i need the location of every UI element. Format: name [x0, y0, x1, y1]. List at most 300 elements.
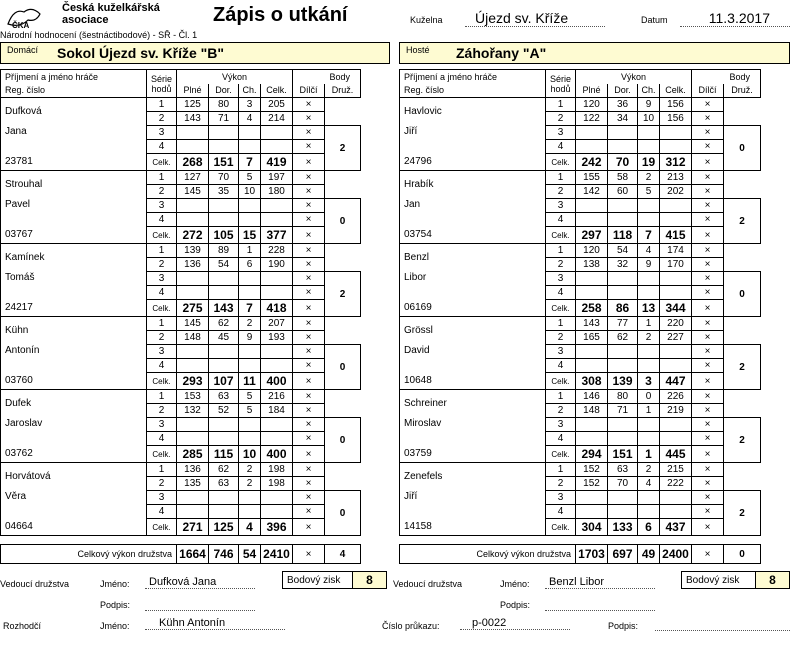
- partial-cross: ×: [293, 477, 325, 491]
- series-value[interactable]: [608, 199, 638, 213]
- series-value[interactable]: [608, 491, 638, 505]
- series-row: [1, 317, 361, 331]
- series-value[interactable]: 6: [239, 258, 261, 272]
- series-number: 3: [546, 199, 576, 213]
- series-value[interactable]: [261, 491, 293, 505]
- series-row: [400, 244, 761, 258]
- team-pts-spacer: [325, 244, 361, 272]
- series-value[interactable]: 153: [177, 390, 209, 404]
- series-value[interactable]: [177, 345, 209, 359]
- series-value[interactable]: 226: [660, 390, 692, 404]
- series-value[interactable]: 214: [261, 112, 293, 126]
- series-value[interactable]: 2: [638, 171, 660, 185]
- player-surname: Kamínek: [1, 244, 147, 272]
- player-reg-number: 24796: [400, 154, 546, 171]
- home-score-label: Bodový zisk: [287, 574, 341, 586]
- partial-cross: ×: [293, 463, 325, 477]
- series-value[interactable]: 2: [239, 477, 261, 491]
- series-value[interactable]: [239, 140, 261, 154]
- series-value[interactable]: 70: [608, 477, 638, 491]
- series-number: 3: [546, 126, 576, 140]
- series-value[interactable]: [576, 286, 608, 300]
- series-value[interactable]: 10: [638, 112, 660, 126]
- series-value[interactable]: [660, 126, 692, 140]
- series-value[interactable]: 152: [576, 477, 608, 491]
- series-value[interactable]: [608, 213, 638, 227]
- series-value[interactable]: 219: [660, 404, 692, 418]
- series-value[interactable]: 127: [177, 171, 209, 185]
- series-value[interactable]: 228: [261, 244, 293, 258]
- series-number: 1: [147, 244, 177, 258]
- sum-value: 143: [209, 300, 239, 317]
- series-value[interactable]: [177, 505, 209, 519]
- series-value[interactable]: [177, 272, 209, 286]
- series-value[interactable]: [239, 359, 261, 373]
- series-value[interactable]: [209, 140, 239, 154]
- series-value[interactable]: 60: [608, 185, 638, 199]
- series-value[interactable]: [177, 359, 209, 373]
- series-value[interactable]: 1: [638, 404, 660, 418]
- series-header: Série hodů: [546, 70, 576, 98]
- series-value[interactable]: 4: [239, 112, 261, 126]
- series-value[interactable]: 145: [177, 185, 209, 199]
- sum-value: 86: [608, 300, 638, 317]
- series-value[interactable]: 143: [177, 112, 209, 126]
- sum-value: 151: [608, 446, 638, 463]
- series-value[interactable]: 120: [576, 98, 608, 112]
- series-value[interactable]: [239, 432, 261, 446]
- cka-logo: [6, 4, 46, 30]
- series-value[interactable]: [209, 345, 239, 359]
- series-value[interactable]: 174: [660, 244, 692, 258]
- series-value[interactable]: [177, 432, 209, 446]
- sum-value: 437: [660, 519, 692, 536]
- partial-cross: ×: [293, 112, 325, 126]
- venue-value: Újezd sv. Kříže: [465, 10, 605, 27]
- partial-cross: ×: [293, 404, 325, 418]
- series-value[interactable]: [239, 345, 261, 359]
- guest-captain-label: Vedoucí družstva: [393, 579, 463, 589]
- series-value[interactable]: 10: [239, 185, 261, 199]
- series-value[interactable]: [209, 359, 239, 373]
- series-value[interactable]: 32: [608, 258, 638, 272]
- series-value[interactable]: 1: [638, 317, 660, 331]
- series-value[interactable]: [576, 126, 608, 140]
- series-value[interactable]: [239, 491, 261, 505]
- series-value[interactable]: [261, 432, 293, 446]
- series-value[interactable]: [638, 272, 660, 286]
- series-number: 3: [546, 418, 576, 432]
- sum-label: Celk.: [546, 300, 576, 317]
- series-number: 2: [546, 331, 576, 345]
- series-number: 1: [546, 98, 576, 112]
- series-value[interactable]: 54: [209, 258, 239, 272]
- series-value[interactable]: [608, 272, 638, 286]
- series-value[interactable]: [608, 345, 638, 359]
- series-value[interactable]: 222: [660, 477, 692, 491]
- series-value[interactable]: 215: [660, 463, 692, 477]
- sum-value: 115: [209, 446, 239, 463]
- series-value[interactable]: [638, 199, 660, 213]
- team-total-value: 2410: [261, 545, 293, 564]
- team-pts-spacer: [325, 171, 361, 199]
- series-value[interactable]: [608, 505, 638, 519]
- series-value[interactable]: 45: [209, 331, 239, 345]
- series-value[interactable]: 4: [638, 244, 660, 258]
- series-value[interactable]: [209, 286, 239, 300]
- sum-value: 400: [261, 373, 293, 390]
- partial-cross: ×: [293, 359, 325, 373]
- series-value[interactable]: 62: [209, 463, 239, 477]
- partial-cross: ×: [692, 418, 724, 432]
- player-reg-number: 03767: [1, 227, 147, 244]
- guest-team-name: Záhořany "A": [456, 45, 547, 61]
- series-value[interactable]: 165: [576, 331, 608, 345]
- series-value[interactable]: 132: [177, 404, 209, 418]
- series-value[interactable]: 3: [239, 98, 261, 112]
- series-value[interactable]: [239, 199, 261, 213]
- home-signature-field[interactable]: [145, 597, 255, 611]
- series-number: 2: [546, 112, 576, 126]
- series-value[interactable]: 148: [177, 331, 209, 345]
- series-value[interactable]: [209, 505, 239, 519]
- series-value[interactable]: [638, 418, 660, 432]
- series-value[interactable]: [261, 345, 293, 359]
- series-value[interactable]: 227: [660, 331, 692, 345]
- partial-cross: ×: [692, 98, 724, 112]
- series-value[interactable]: 152: [576, 463, 608, 477]
- series-value[interactable]: [576, 432, 608, 446]
- partial-cross: ×: [293, 432, 325, 446]
- series-value[interactable]: [177, 286, 209, 300]
- series-value[interactable]: [638, 126, 660, 140]
- series-value[interactable]: [261, 286, 293, 300]
- series-value[interactable]: [576, 418, 608, 432]
- date-value: 11.3.2017: [680, 10, 790, 27]
- series-value[interactable]: [239, 418, 261, 432]
- series-value[interactable]: [660, 199, 692, 213]
- series-value[interactable]: [576, 199, 608, 213]
- series-value[interactable]: [660, 286, 692, 300]
- series-value[interactable]: 2: [239, 317, 261, 331]
- partial-cross: ×: [692, 491, 724, 505]
- sum-label: Celk.: [546, 154, 576, 171]
- series-value[interactable]: [660, 418, 692, 432]
- player-col-header: Příjmení a jméno hráče: [400, 70, 546, 84]
- referee-signature-field[interactable]: [655, 617, 790, 631]
- series-number: 4: [147, 213, 177, 227]
- series-value[interactable]: 62: [608, 331, 638, 345]
- series-value[interactable]: 63: [209, 477, 239, 491]
- series-number: 1: [147, 390, 177, 404]
- series-value[interactable]: 198: [261, 463, 293, 477]
- series-value[interactable]: [638, 491, 660, 505]
- series-value[interactable]: 156: [660, 112, 692, 126]
- series-value[interactable]: 35: [209, 185, 239, 199]
- sum-label: Celk.: [147, 154, 177, 171]
- guest-signature-field[interactable]: [545, 597, 655, 611]
- series-value[interactable]: [638, 345, 660, 359]
- series-value[interactable]: 190: [261, 258, 293, 272]
- series-value[interactable]: [239, 272, 261, 286]
- series-value[interactable]: 136: [177, 258, 209, 272]
- player-col-header: Příjmení a jméno hráče: [1, 70, 147, 84]
- series-value[interactable]: 52: [209, 404, 239, 418]
- series-value[interactable]: 5: [239, 404, 261, 418]
- series-value[interactable]: [576, 491, 608, 505]
- series-value[interactable]: 145: [177, 317, 209, 331]
- partial-cross: ×: [293, 258, 325, 272]
- team-total-value: 1664: [177, 545, 209, 564]
- sum-value: 308: [576, 373, 608, 390]
- sum-value: 344: [660, 300, 692, 317]
- referee-label: Rozhodčí: [3, 621, 42, 631]
- series-value[interactable]: [177, 199, 209, 213]
- series-value[interactable]: 216: [261, 390, 293, 404]
- series-number: 1: [546, 390, 576, 404]
- series-value[interactable]: 205: [261, 98, 293, 112]
- series-value[interactable]: [660, 359, 692, 373]
- series-value[interactable]: 9: [638, 258, 660, 272]
- series-value[interactable]: [177, 126, 209, 140]
- series-value[interactable]: [660, 213, 692, 227]
- team-total-label: Celkový výkon družstva: [400, 545, 576, 564]
- series-value[interactable]: 143: [576, 317, 608, 331]
- sum-value: 118: [608, 227, 638, 244]
- series-value[interactable]: [261, 272, 293, 286]
- series-number: 1: [147, 317, 177, 331]
- series-value[interactable]: [177, 418, 209, 432]
- series-value[interactable]: 142: [576, 185, 608, 199]
- series-value[interactable]: [209, 126, 239, 140]
- player-team-points: 0: [325, 491, 361, 536]
- series-row: [400, 317, 761, 331]
- partial-cross: ×: [692, 244, 724, 258]
- series-value[interactable]: 193: [261, 331, 293, 345]
- series-value[interactable]: 9: [638, 98, 660, 112]
- series-value[interactable]: 80: [608, 390, 638, 404]
- series-value[interactable]: [608, 359, 638, 373]
- partial-cross: ×: [293, 199, 325, 213]
- sum-value: 268: [177, 154, 209, 171]
- team-total-value: 1703: [576, 545, 608, 564]
- partial-cross: ×: [293, 272, 325, 286]
- partial-cross: ×: [293, 213, 325, 227]
- series-value[interactable]: 80: [209, 98, 239, 112]
- series-value[interactable]: [638, 140, 660, 154]
- points-header: Body: [293, 70, 361, 84]
- player-team-points: 0: [724, 126, 761, 171]
- player-sum-row: [400, 373, 761, 390]
- team-pts-spacer: [724, 463, 761, 491]
- series-value[interactable]: 4: [638, 477, 660, 491]
- series-value[interactable]: 71: [209, 112, 239, 126]
- series-value[interactable]: 125: [177, 98, 209, 112]
- sum-value: 293: [177, 373, 209, 390]
- series-value[interactable]: [209, 418, 239, 432]
- series-value[interactable]: 2: [638, 463, 660, 477]
- partial-cross: ×: [293, 390, 325, 404]
- series-value[interactable]: [239, 505, 261, 519]
- series-value[interactable]: 148: [576, 404, 608, 418]
- player-surname: Schreiner: [400, 390, 546, 418]
- series-value[interactable]: [608, 140, 638, 154]
- home-score-table: [0, 69, 361, 564]
- series-value[interactable]: [261, 213, 293, 227]
- series-row: [1, 244, 361, 258]
- sum-value: 139: [608, 373, 638, 390]
- series-value[interactable]: [239, 286, 261, 300]
- referee-name: Kühn Antonín: [145, 617, 285, 630]
- player-sum-row: [1, 154, 361, 171]
- series-value[interactable]: [638, 432, 660, 446]
- series-value[interactable]: 9: [239, 331, 261, 345]
- series-value[interactable]: 70: [209, 171, 239, 185]
- series-value[interactable]: [209, 432, 239, 446]
- player-sum-row: [1, 519, 361, 536]
- series-value[interactable]: [177, 213, 209, 227]
- series-value[interactable]: [261, 418, 293, 432]
- series-value[interactable]: 5: [239, 171, 261, 185]
- series-value[interactable]: 202: [660, 185, 692, 199]
- series-value[interactable]: 71: [608, 404, 638, 418]
- home-team-total: [0, 544, 361, 564]
- series-value[interactable]: [576, 272, 608, 286]
- sum-value: 107: [209, 373, 239, 390]
- series-value[interactable]: [576, 345, 608, 359]
- home-sign-label: Podpis:: [100, 600, 131, 610]
- series-value[interactable]: [660, 432, 692, 446]
- series-value[interactable]: [209, 199, 239, 213]
- series-value[interactable]: 1: [239, 244, 261, 258]
- logo-text: ČKA: [12, 21, 30, 30]
- player-team-points: 0: [325, 345, 361, 390]
- full-col-header: Plné: [177, 84, 209, 98]
- player-surname: Dufek: [1, 390, 147, 418]
- series-value[interactable]: 54: [608, 244, 638, 258]
- series-number: 4: [546, 505, 576, 519]
- series-value[interactable]: 77: [608, 317, 638, 331]
- series-value[interactable]: 197: [261, 171, 293, 185]
- series-value[interactable]: [576, 213, 608, 227]
- partial-cross: ×: [293, 317, 325, 331]
- series-row: [400, 272, 761, 286]
- series-value[interactable]: 139: [177, 244, 209, 258]
- series-value[interactable]: 122: [576, 112, 608, 126]
- sum-value: 151: [209, 154, 239, 171]
- sum-value: 272: [177, 227, 209, 244]
- series-value[interactable]: 213: [660, 171, 692, 185]
- guest-role-label: Hosté: [406, 45, 430, 55]
- series-value[interactable]: 2: [239, 463, 261, 477]
- series-value[interactable]: [177, 491, 209, 505]
- series-row: [400, 418, 761, 432]
- partial-cross: ×: [293, 491, 325, 505]
- series-value[interactable]: [660, 140, 692, 154]
- series-value[interactable]: [209, 491, 239, 505]
- series-value[interactable]: 146: [576, 390, 608, 404]
- series-value[interactable]: [660, 272, 692, 286]
- series-value[interactable]: 170: [660, 258, 692, 272]
- series-header: Série hodů: [147, 70, 177, 98]
- series-value[interactable]: 184: [261, 404, 293, 418]
- home-score-value: 8: [352, 572, 386, 588]
- series-value[interactable]: [576, 359, 608, 373]
- series-value[interactable]: 89: [209, 244, 239, 258]
- series-value[interactable]: [177, 140, 209, 154]
- team-pts-spacer: [724, 390, 761, 418]
- guest-points-box: [681, 571, 790, 589]
- sum-value: 105: [209, 227, 239, 244]
- series-value[interactable]: 207: [261, 317, 293, 331]
- series-value[interactable]: 5: [239, 390, 261, 404]
- sum-partial-cross: ×: [692, 300, 724, 317]
- series-value[interactable]: 2: [638, 331, 660, 345]
- series-value[interactable]: [608, 126, 638, 140]
- series-value[interactable]: [660, 505, 692, 519]
- player-first-name: Jiří: [400, 491, 546, 519]
- series-value[interactable]: [209, 272, 239, 286]
- series-value[interactable]: 220: [660, 317, 692, 331]
- series-value[interactable]: 63: [608, 463, 638, 477]
- miss-col-header: Ch.: [239, 84, 261, 98]
- sum-value: 7: [239, 300, 261, 317]
- partial-cross: ×: [293, 331, 325, 345]
- series-value[interactable]: [261, 199, 293, 213]
- series-value[interactable]: 180: [261, 185, 293, 199]
- series-value[interactable]: [209, 213, 239, 227]
- series-value[interactable]: [608, 432, 638, 446]
- total-col-header: Celk.: [261, 84, 293, 98]
- series-value[interactable]: 138: [576, 258, 608, 272]
- series-value[interactable]: 135: [177, 477, 209, 491]
- series-value[interactable]: 156: [660, 98, 692, 112]
- series-value[interactable]: 58: [608, 171, 638, 185]
- series-value[interactable]: [261, 359, 293, 373]
- series-value[interactable]: [638, 213, 660, 227]
- series-value[interactable]: [638, 359, 660, 373]
- series-value[interactable]: [638, 286, 660, 300]
- guest-captain-name: Benzl Libor: [545, 576, 655, 589]
- series-value[interactable]: [638, 505, 660, 519]
- series-value[interactable]: [608, 418, 638, 432]
- series-value[interactable]: [239, 213, 261, 227]
- series-value[interactable]: [576, 140, 608, 154]
- series-value[interactable]: [261, 505, 293, 519]
- series-value[interactable]: [660, 345, 692, 359]
- series-value[interactable]: 155: [576, 171, 608, 185]
- series-value[interactable]: 63: [209, 390, 239, 404]
- series-value[interactable]: 120: [576, 244, 608, 258]
- series-value[interactable]: [261, 140, 293, 154]
- series-value[interactable]: [239, 126, 261, 140]
- series-value[interactable]: [261, 126, 293, 140]
- series-value[interactable]: 198: [261, 477, 293, 491]
- series-value[interactable]: 5: [638, 185, 660, 199]
- series-value[interactable]: 36: [608, 98, 638, 112]
- series-value[interactable]: [576, 505, 608, 519]
- series-value[interactable]: 34: [608, 112, 638, 126]
- series-value[interactable]: [660, 491, 692, 505]
- series-number: 2: [147, 112, 177, 126]
- home-name-label: Jméno:: [100, 579, 130, 589]
- series-number: 3: [546, 491, 576, 505]
- series-value[interactable]: 0: [638, 390, 660, 404]
- series-value[interactable]: 62: [209, 317, 239, 331]
- player-sum-row: [1, 300, 361, 317]
- series-value[interactable]: [608, 286, 638, 300]
- series-value[interactable]: 136: [177, 463, 209, 477]
